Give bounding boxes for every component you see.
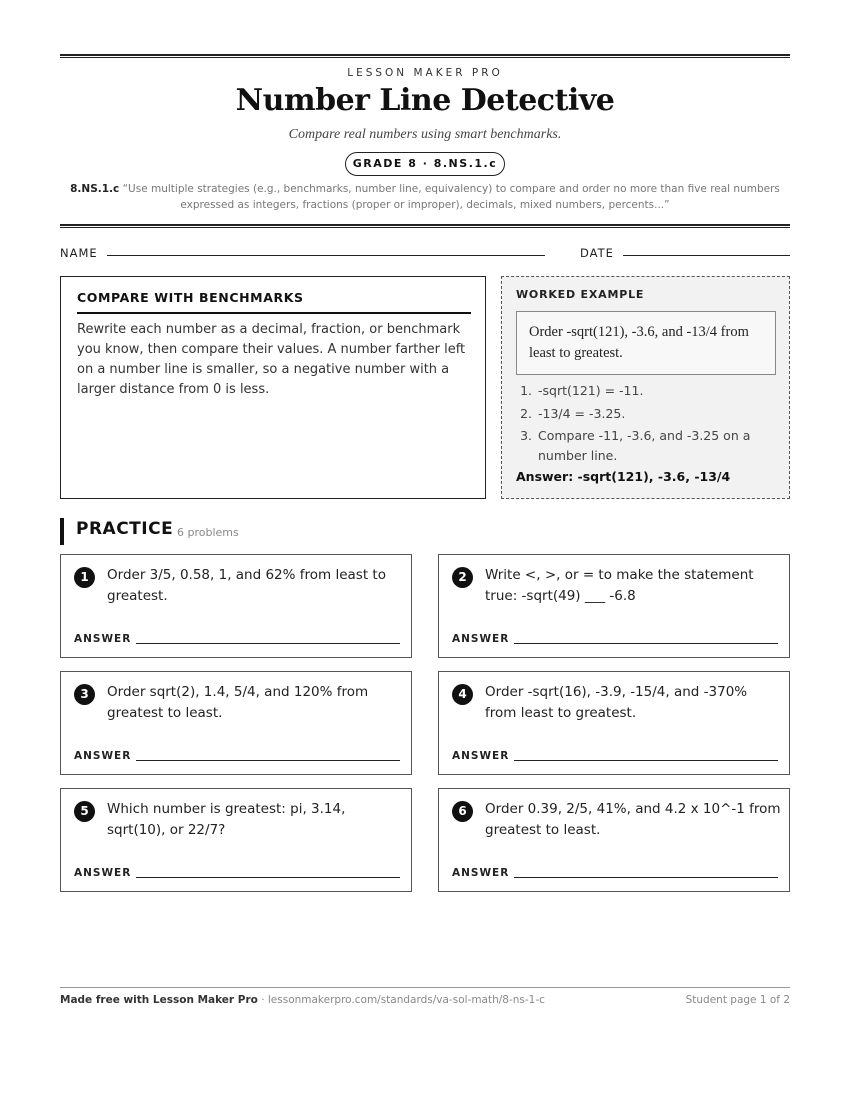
answer-label: ANSWER (74, 633, 132, 645)
standard-statement (60, 181, 790, 213)
problem-text: Order 0.39, 2/5, 41%, and 4.2 x 10^-1 from greatest to least. (485, 801, 781, 838)
concept-body: Rewrite each number as a decimal, fraction, or benchmark you know, then compare their values. A number farther left on a number line is smaller, so a negative number with a larger distance from 0 is less. (77, 322, 466, 397)
footer-rule (60, 987, 790, 988)
problem-number-badge: 6 (452, 801, 473, 822)
worked-example-problem: Order -sqrt(121), -3.6, and -13/4 from least to greatest. (516, 311, 776, 375)
problem-card-6 (438, 788, 790, 892)
name-field[interactable] (107, 255, 545, 256)
answer-field[interactable] (514, 877, 778, 878)
worked-example-box (501, 276, 790, 499)
footer-credit (60, 994, 545, 1006)
problem-text: Write <, >, or = to make the statement true: -sqrt(49) ___ -6.8 (485, 567, 754, 604)
practice-title: PRACTICE (76, 519, 174, 539)
name-label: NAME (60, 246, 98, 260)
concept-box (60, 276, 486, 499)
answer-label: ANSWER (452, 867, 510, 879)
worked-example-answer: Answer: -sqrt(121), -3.6, -13/4 (516, 469, 731, 484)
date-field[interactable] (623, 255, 790, 256)
worked-example-step: 3. Compare -11, -3.6, and -3.25 on a number line. (536, 426, 796, 465)
answer-field[interactable] (136, 643, 400, 644)
standard-text: “Use multiple strategies (e.g., benchmarks, number line, equivalency) to compare and order no more than five real numbers expressed as integers, fractions (proper or improper), decimals, mixed numbers, percents...” (122, 183, 780, 211)
worked-example-step: 2. -13/4 = -3.25. (536, 404, 796, 424)
problem-card-2 (438, 554, 790, 658)
answer-field[interactable] (514, 643, 778, 644)
problem-text: Order 3/5, 0.58, 1, and 62% from least to greatest. (107, 567, 386, 604)
problem-card-4 (438, 671, 790, 775)
problem-number-badge: 4 (452, 684, 473, 705)
problem-card-5 (60, 788, 412, 892)
problem-number-badge: 5 (74, 801, 95, 822)
worked-example-label: WORKED EXAMPLE (516, 288, 645, 301)
answer-field[interactable] (136, 877, 400, 878)
concept-heading: COMPARE WITH BENCHMARKS (77, 290, 471, 314)
problem-number-badge: 3 (74, 684, 95, 705)
header-bottom-rule (60, 224, 790, 228)
problem-text: Order sqrt(2), 1.4, 5/4, and 120% from greatest to least. (107, 684, 369, 721)
footer-made-with: Made free with Lesson Maker Pro (60, 994, 258, 1006)
practice-count: 6 problems (177, 526, 239, 539)
grade-badge: GRADE 8 · 8.NS.1.c (345, 152, 505, 176)
answer-label: ANSWER (74, 750, 132, 762)
answer-label: ANSWER (452, 750, 510, 762)
date-label: DATE (580, 246, 614, 260)
footer-page-number: Student page 1 of 2 (685, 994, 790, 1006)
standard-code: 8.NS.1.c (70, 183, 120, 195)
problem-card-3 (60, 671, 412, 775)
problem-number-badge: 2 (452, 567, 473, 588)
brand-name: LESSON MAKER PRO (347, 67, 503, 79)
worksheet-title: Number Line Detective (235, 83, 615, 118)
header-top-rule (60, 54, 790, 58)
practice-accent-bar (60, 518, 64, 545)
problem-text: Order -sqrt(16), -3.9, -15/4, and -370% from least to greatest. (485, 684, 748, 721)
answer-label: ANSWER (74, 867, 132, 879)
problem-number-badge: 1 (74, 567, 95, 588)
answer-field[interactable] (136, 760, 400, 761)
problem-card-1 (60, 554, 412, 658)
worksheet-subtitle: Compare real numbers using smart benchmarks. (288, 127, 562, 142)
answer-field[interactable] (514, 760, 778, 761)
footer-url[interactable]: · lessonmakerpro.com/standards/va-sol-math/8-ns-1-c (257, 994, 545, 1006)
problem-text: Which number is greatest: pi, 3.14, sqrt(10), or 22/7? (107, 801, 346, 838)
worked-example-steps (516, 381, 796, 468)
answer-label: ANSWER (452, 633, 510, 645)
worked-example-step: 1. -sqrt(121) = -11. (536, 381, 796, 401)
